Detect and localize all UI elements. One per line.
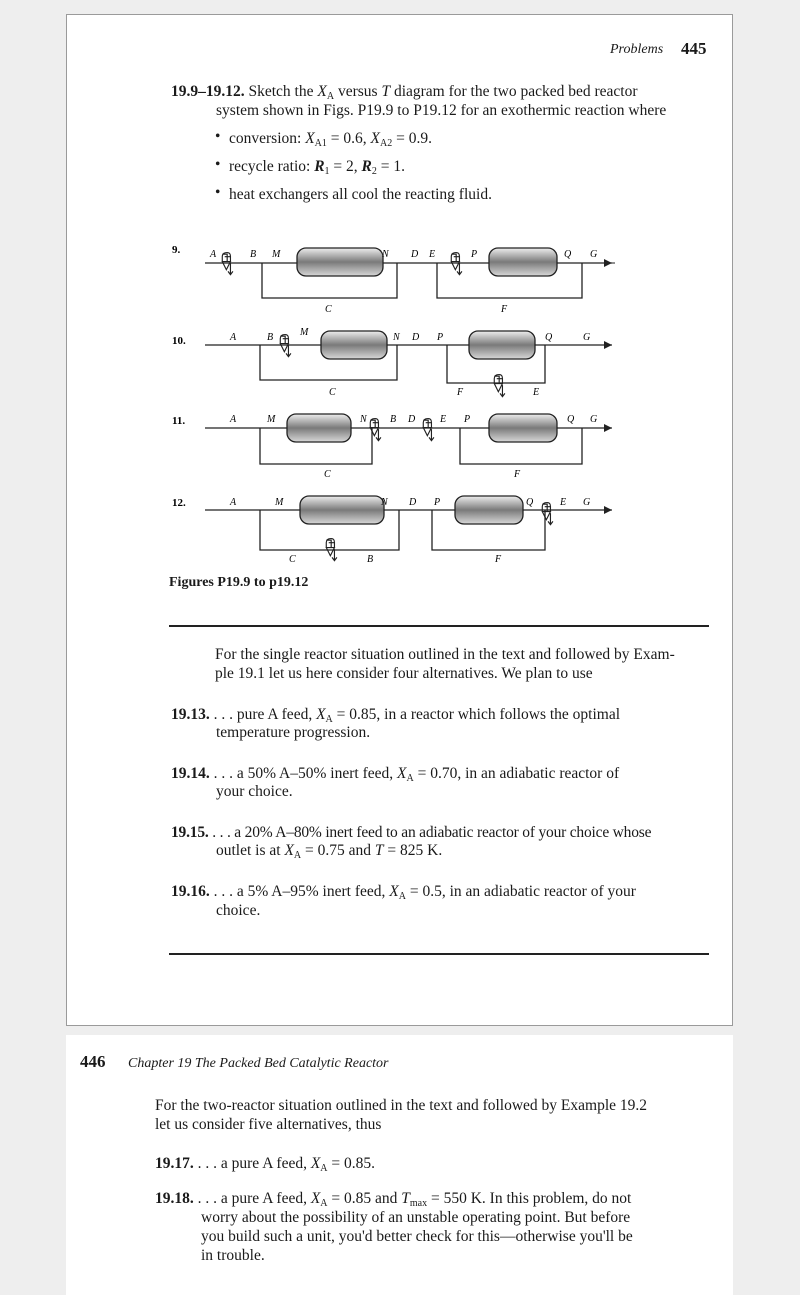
symbol-x: X [305,130,315,147]
text: = 2, [333,158,358,175]
text: . . . a pure A feed, [197,1155,307,1172]
subscript: A [293,850,302,861]
text: . . . a 5% A–95% inert feed, [213,883,386,900]
text: diagram for the two packed bed reactor [393,83,638,100]
svg-text:G: G [590,249,598,260]
svg-text:E: E [560,497,567,508]
diagram-label: 9. [172,244,181,256]
bullet-icon: • [215,184,221,201]
svg-text:P: P [437,332,444,343]
subscript: A [398,891,406,902]
svg-text:G: G [583,332,591,343]
svg-text:F: F [514,469,521,480]
subscript: A1 [314,138,327,149]
svg-text:C: C [325,304,332,315]
problem-number: 19.18. [155,1190,194,1207]
problem-19-17 [155,1154,375,1173]
intro-line1: For the two-reactor situation outlined in the text and followed by Example 19.2 [155,1097,648,1114]
symbol-x: X [389,883,399,900]
text: = 0.85 and [331,1190,398,1207]
svg-text:E: E [429,249,436,260]
symbol-r: R [314,158,325,175]
text: = 0.85, in a reactor which follows the optimal [336,706,621,723]
diagram-12 [172,496,612,565]
svg-text:M: M [275,497,284,508]
subscript: A [325,714,333,725]
svg-text:E: E [533,387,540,398]
bullet-icon: • [215,128,221,145]
divider [169,625,709,627]
symbol-t: T [381,83,391,100]
svg-text:C: C [329,387,336,398]
svg-text:G: G [583,497,591,508]
svg-text:D: D [409,497,417,508]
svg-text:F: F [457,387,464,398]
svg-text:C: C [324,469,331,480]
subscript: A [406,773,414,784]
problem-number: 19.14. [171,765,210,782]
problem-19-18-line3: you build such a unit, you'd better check for this—otherwise you'll be [201,1228,633,1245]
subscript: A [326,91,335,102]
diagram-9 [172,244,615,315]
bullet-icon: • [215,156,221,173]
symbol-x: X [310,1155,321,1172]
subscript: A [320,1163,328,1174]
diagram-label: 12. [172,497,186,509]
svg-text:P: P [471,249,478,260]
svg-text:Q: Q [567,414,575,425]
text: . . . a 50% A–50% inert feed, [213,765,394,782]
svg-text:A: A [230,332,237,343]
text: conversion: [229,130,302,147]
page-number: 446 [80,1052,106,1071]
symbol-t: T [374,842,384,859]
svg-text:B: B [390,414,397,425]
problem-19-18-line4: in trouble. [201,1247,265,1264]
symbol-x: X [310,1190,321,1207]
problem-19-13 [171,705,620,724]
text: . . . a 20% A–80% inert feed to an adiabatic reactor of your choice whose [212,824,652,841]
svg-text:N: N [381,497,388,508]
svg-text:N: N [393,332,400,343]
subscript: max [409,1198,428,1209]
symbol-x: X [370,130,380,147]
svg-text:P: P [464,414,471,425]
svg-text:C: C [289,554,296,565]
svg-text:G: G [590,414,598,425]
text: = 1. [380,158,406,175]
svg-text:E: E [440,414,447,425]
diagram-10 [172,327,612,398]
intro-line2: let us consider five alternatives, thus [155,1116,382,1133]
page-446 [66,1035,733,1295]
text: = 0.5, in an adiabatic reactor of your [409,883,636,900]
symbol-t: T [401,1190,410,1207]
diagram-label: 10. [172,335,186,347]
svg-text:D: D [411,249,419,260]
running-header-title: Chapter 19 The Packed Bed Catalytic Reactor [128,1056,389,1071]
problem-number: 19.13. [171,706,210,723]
problem-19-18-line2: worry about the possibility of an unstable operating point. But before [201,1209,631,1226]
svg-text:N: N [382,249,389,260]
diagram-11 [172,414,612,480]
symbol-r: R [361,158,372,175]
reactor-diagrams [67,15,734,615]
text: versus [337,83,378,100]
svg-text:B: B [267,332,274,343]
problem-19-15-line2 [216,841,442,860]
svg-text:Q: Q [564,249,572,260]
subscript: A [320,1198,328,1209]
svg-text:A: A [210,249,217,260]
svg-text:B: B [367,554,374,565]
problem-19-16-line2: choice. [216,902,261,919]
svg-text:A: A [230,497,237,508]
text: = 825 K. [387,842,443,859]
problem-19-18 [155,1189,631,1208]
svg-text:Q: Q [545,332,553,343]
bullet-heat: heat exchangers all cool the reacting fluid. [229,186,492,203]
subscript: A2 [380,138,393,149]
problem-19-15 [171,823,651,842]
text: = 0.85. [331,1155,376,1172]
problem-number: 19.17. [155,1155,194,1172]
svg-text:F: F [501,304,508,315]
symbol-x: X [316,706,326,723]
svg-text:B: B [250,249,257,260]
text: Sketch the [248,83,314,100]
text: = 0.6, [330,130,367,147]
intro-line2: ple 19.1 let us here consider four alternatives. We plan to use [215,665,593,682]
text: . . . a pure A feed, [197,1190,307,1207]
problem-number: 19.16. [171,883,210,900]
svg-text:M: M [300,327,309,338]
text: = 0.9. [396,130,432,147]
svg-text:M: M [267,414,276,425]
symbol-x: X [284,842,294,859]
svg-text:P: P [434,497,441,508]
svg-text:D: D [412,332,420,343]
svg-text:A: A [230,414,237,425]
text: = 0.75 and [305,842,372,859]
problem-19-9-line2: system shown in Figs. P19.9 to P19.12 for an exothermic reaction where [216,102,667,119]
symbol-x: X [397,765,407,782]
problem-19-13-line2: temperature progression. [216,724,371,741]
problem-19-14 [171,764,619,783]
running-header-title: Problems [610,42,664,57]
diagram-label: 11. [172,415,186,427]
svg-text:M: M [272,249,281,260]
figure-caption: Figures P19.9 to p19.12 [169,575,309,590]
text: recycle ratio: [229,158,311,175]
svg-text:F: F [495,554,502,565]
text: . . . pure A feed, [213,706,313,723]
problem-number: 19.15. [171,824,209,841]
intro-line1: For the single reactor situation outlined in the text and followed by Exam- [215,646,675,663]
problem-19-14-line2: your choice. [216,783,293,800]
svg-text:Q: Q [526,497,534,508]
svg-text:D: D [408,414,416,425]
problem-number: 19.9–19.12. [171,83,245,100]
svg-text:N: N [360,414,367,425]
page-445 [66,14,733,1026]
text: = 0.70, in an adiabatic reactor of [417,765,620,782]
symbol-x: X [317,83,327,100]
page-number: 445 [681,39,707,58]
divider [169,953,709,955]
problem-19-16 [171,882,636,901]
bullet-recycle: recycle ratio: $R_1 = 2$, $R_2 = 1$. [229,158,406,177]
text: outlet is at [216,842,281,859]
text: = 550 K. In this problem, do not [431,1190,632,1207]
